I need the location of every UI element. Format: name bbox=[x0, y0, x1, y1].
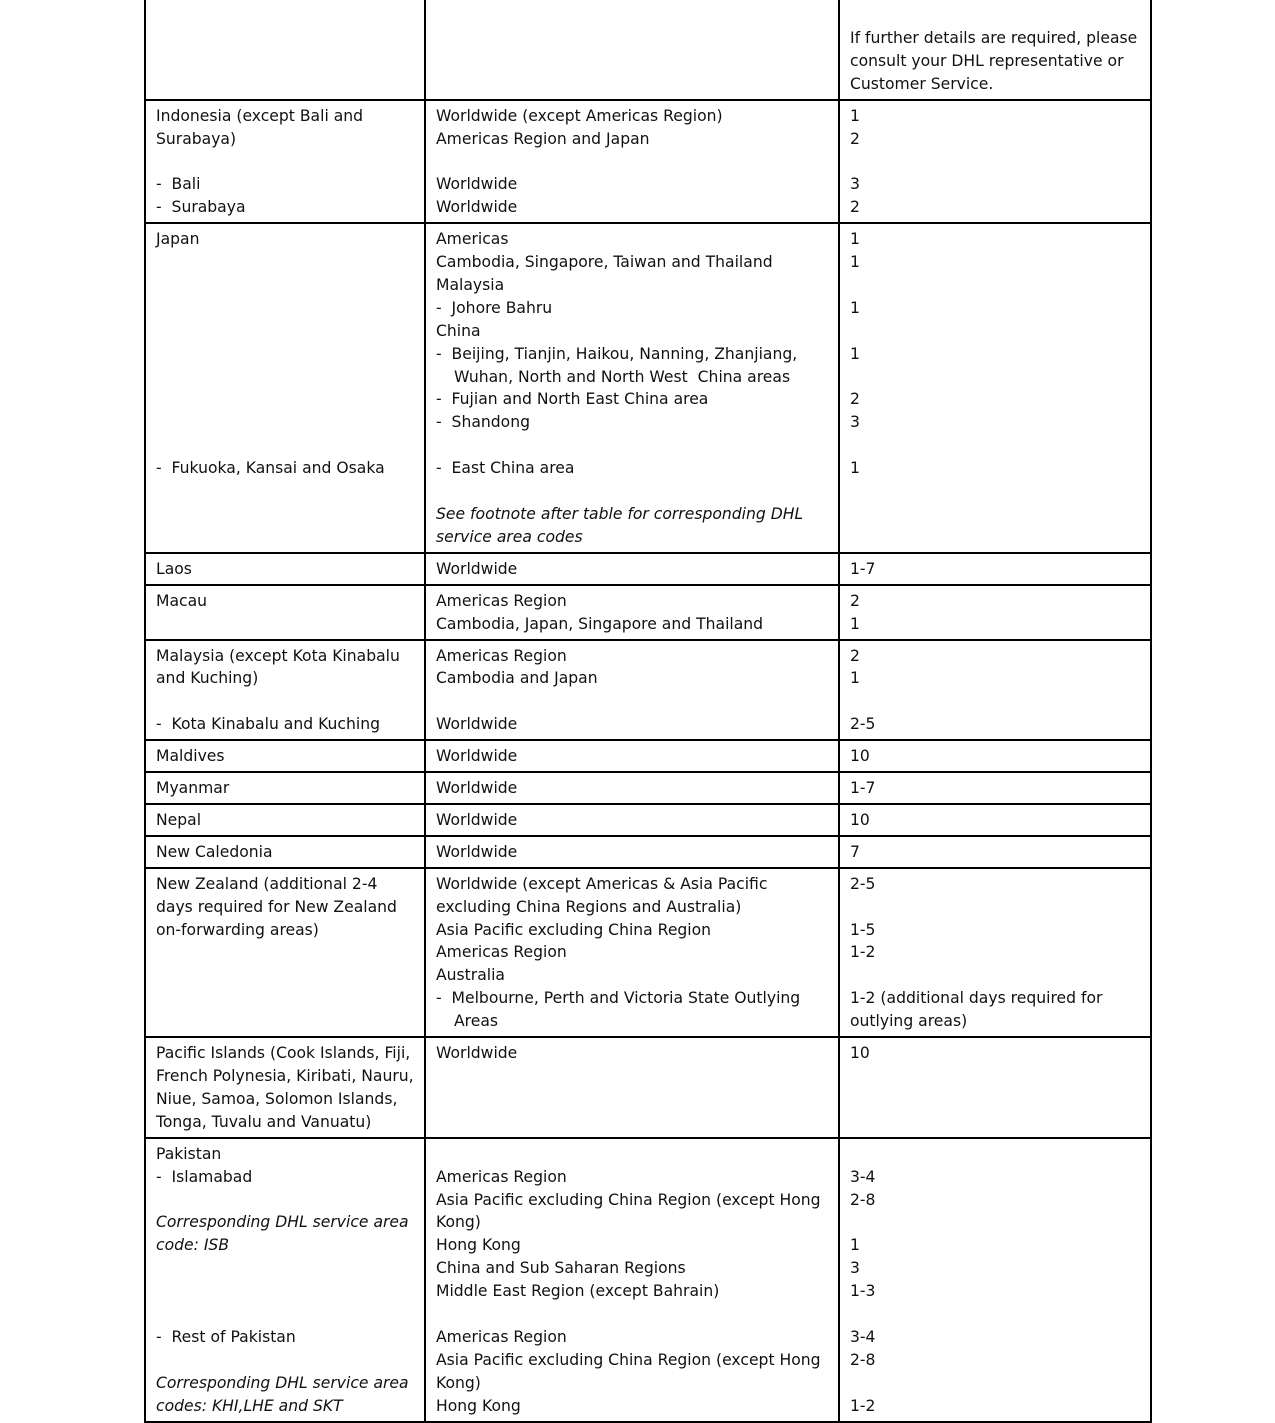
destination-cell bbox=[425, 585, 839, 640]
table-row bbox=[145, 1138, 1151, 1422]
cell-line: Cambodia, Japan, Singapore and Thailand bbox=[436, 614, 764, 633]
cell-line: - Fujian and North East China area bbox=[436, 390, 709, 409]
origin-cell bbox=[145, 0, 425, 100]
destination-cell bbox=[425, 740, 839, 772]
table-row bbox=[145, 223, 1151, 553]
cell-line: China bbox=[436, 321, 481, 340]
transit-days-cell bbox=[839, 804, 1151, 836]
destination-cell bbox=[425, 0, 839, 100]
cell-line: Americas Region bbox=[436, 591, 567, 610]
cell-line: Worldwide (except Americas Region) bbox=[436, 106, 723, 125]
cell-line bbox=[850, 366, 1140, 389]
cell-line: Worldwide bbox=[436, 715, 518, 734]
cell-line: Malaysia bbox=[436, 275, 505, 294]
cell-line bbox=[436, 150, 828, 173]
cell-line bbox=[850, 896, 1140, 919]
cell-line: Macau bbox=[156, 591, 208, 610]
cell-line: Cambodia and Japan bbox=[436, 669, 598, 688]
table-row bbox=[145, 585, 1151, 640]
table-row bbox=[145, 0, 1151, 100]
cell-line: If further details are required, please bbox=[850, 28, 1138, 47]
cell-line: on-forwarding areas) bbox=[156, 920, 319, 939]
cell-line: 3-4 bbox=[850, 1327, 876, 1346]
origin-cell bbox=[145, 772, 425, 804]
origin-cell bbox=[145, 1138, 425, 1422]
destination-cell bbox=[425, 804, 839, 836]
cell-line: Malaysia (except Kota Kinabalu bbox=[156, 646, 400, 665]
cell-line: Pacific Islands (Cook Islands, Fiji, bbox=[156, 1044, 411, 1063]
cell-line: 2 bbox=[850, 591, 860, 610]
cell-line: 10 bbox=[850, 810, 870, 829]
cell-line: 2 bbox=[850, 198, 860, 217]
cell-line: Middle East Region (except Bahrain) bbox=[436, 1282, 720, 1301]
cell-line: Customer Service. bbox=[850, 74, 994, 93]
cell-line bbox=[850, 1211, 1140, 1234]
transit-days-cell bbox=[839, 836, 1151, 868]
cell-line bbox=[156, 411, 414, 434]
cell-line: Surabaya) bbox=[156, 129, 237, 148]
cell-line: 1 bbox=[850, 106, 860, 125]
cell-line: 1-5 bbox=[850, 920, 876, 939]
cell-line: 2-5 bbox=[850, 715, 876, 734]
cell-line: Indonesia (except Bali and bbox=[156, 106, 364, 125]
cell-line bbox=[850, 434, 1140, 457]
cell-line bbox=[156, 365, 414, 388]
cell-line bbox=[850, 150, 1140, 173]
cell-line: Worldwide bbox=[436, 198, 518, 217]
transit-days-cell bbox=[839, 100, 1151, 224]
destination-cell bbox=[425, 640, 839, 741]
cell-line: days required for New Zealand bbox=[156, 897, 397, 916]
cell-line: Cambodia, Singapore, Taiwan and Thailand bbox=[436, 253, 773, 272]
cell-line bbox=[156, 251, 414, 274]
cell-line: 10 bbox=[850, 747, 870, 766]
origin-cell bbox=[145, 553, 425, 585]
cell-line: 1-3 bbox=[850, 1282, 876, 1301]
cell-line bbox=[156, 1189, 414, 1212]
cell-line: See footnote after table for corresponding DHL service area codes bbox=[436, 504, 809, 546]
cell-line bbox=[156, 690, 414, 713]
transit-days-cell bbox=[839, 640, 1151, 741]
cell-line: - Bali bbox=[156, 175, 201, 194]
cell-line: New Caledonia bbox=[156, 842, 273, 861]
origin-cell bbox=[145, 804, 425, 836]
origin-cell bbox=[145, 640, 425, 741]
cell-line: Americas Region bbox=[436, 1167, 567, 1186]
cell-line: Tonga, Tuvalu and Vanuatu) bbox=[156, 1112, 372, 1131]
cell-line bbox=[436, 1303, 828, 1326]
cell-line bbox=[850, 4, 1140, 27]
cell-line: 10 bbox=[850, 1044, 870, 1063]
origin-cell bbox=[145, 100, 425, 224]
cell-line bbox=[156, 274, 414, 297]
cell-line: Worldwide bbox=[436, 747, 518, 766]
cell-line: Americas Region bbox=[436, 1327, 567, 1346]
cell-line: China and Sub Saharan Regions bbox=[436, 1259, 686, 1278]
cell-line: 1 bbox=[850, 253, 860, 272]
transit-days-cell bbox=[839, 1037, 1151, 1138]
cell-line: Worldwide bbox=[436, 842, 518, 861]
cell-line: 2-8 bbox=[850, 1190, 876, 1209]
cell-line bbox=[156, 297, 414, 320]
origin-cell bbox=[145, 223, 425, 553]
cell-line: Worldwide bbox=[436, 175, 518, 194]
cell-line: Hong Kong bbox=[436, 1396, 521, 1415]
cell-line: 1 bbox=[850, 669, 860, 688]
cell-line: Niue, Samoa, Solomon Islands, bbox=[156, 1089, 398, 1108]
cell-line: 3 bbox=[850, 175, 860, 194]
transit-days-cell bbox=[839, 868, 1151, 1037]
cell-line: and Kuching) bbox=[156, 669, 259, 688]
cell-line: 1-7 bbox=[850, 559, 876, 578]
cell-line: - Fukuoka, Kansai and Osaka bbox=[156, 459, 385, 478]
cell-line bbox=[850, 1143, 1140, 1166]
table-row bbox=[145, 553, 1151, 585]
cell-line: 7 bbox=[850, 842, 860, 861]
cell-line bbox=[156, 1349, 414, 1372]
cell-line: 1 bbox=[850, 459, 860, 478]
cell-line: Australia bbox=[436, 966, 505, 985]
cell-line bbox=[850, 1303, 1140, 1326]
cell-line bbox=[436, 1143, 828, 1166]
cell-line: 1-2 bbox=[850, 943, 876, 962]
cell-line: Worldwide bbox=[436, 1044, 518, 1063]
transit-days-cell bbox=[839, 223, 1151, 553]
cell-line bbox=[850, 320, 1140, 343]
table-row bbox=[145, 836, 1151, 868]
cell-line: Laos bbox=[156, 559, 192, 578]
cell-line: Worldwide bbox=[436, 810, 518, 829]
destination-cell bbox=[425, 223, 839, 553]
cell-line: Nepal bbox=[156, 810, 202, 829]
destination-cell bbox=[425, 1138, 839, 1422]
cell-line: - Kota Kinabalu and Kuching bbox=[156, 715, 380, 734]
cell-line: 1 bbox=[850, 298, 860, 317]
cell-line: 1 bbox=[850, 230, 860, 249]
cell-line: - East China area bbox=[436, 459, 575, 478]
cell-line: Worldwide (except Americas & Asia Pacific excluding China Regions and Australia) bbox=[436, 874, 773, 916]
cell-line: 2 bbox=[850, 129, 860, 148]
cell-line: Worldwide bbox=[436, 559, 518, 578]
cell-line: - Rest of Pakistan bbox=[156, 1327, 296, 1346]
cell-line: 3 bbox=[850, 413, 860, 432]
cell-line: 2-8 bbox=[850, 1350, 876, 1369]
origin-cell bbox=[145, 585, 425, 640]
cell-line: - Shandong bbox=[436, 413, 530, 432]
cell-line: 1 bbox=[850, 614, 860, 633]
cell-line: Asia Pacific excluding China Region (except Hong Kong) bbox=[436, 1190, 826, 1232]
origin-cell bbox=[145, 868, 425, 1037]
destination-cell bbox=[425, 553, 839, 585]
cell-line: Pakistan bbox=[156, 1144, 222, 1163]
cell-line: Americas Region bbox=[436, 646, 567, 665]
cell-line bbox=[436, 434, 828, 457]
cell-line bbox=[436, 480, 828, 503]
destination-cell bbox=[425, 1037, 839, 1138]
cell-line: - Surabaya bbox=[156, 198, 246, 217]
cell-line bbox=[156, 388, 414, 411]
cell-line: Myanmar bbox=[156, 779, 230, 798]
cell-line bbox=[850, 964, 1140, 987]
cell-line: 3 bbox=[850, 1259, 860, 1278]
cell-line: consult your DHL representative or bbox=[850, 51, 1124, 70]
cell-line: 2 bbox=[850, 390, 860, 409]
cell-line bbox=[156, 320, 414, 343]
cell-line: Maldives bbox=[156, 747, 225, 766]
table-row bbox=[145, 740, 1151, 772]
cell-line: 3-4 bbox=[850, 1167, 876, 1186]
table-row bbox=[145, 868, 1151, 1037]
table-row bbox=[145, 1037, 1151, 1138]
cell-line: - Johore Bahru bbox=[436, 298, 553, 317]
origin-cell bbox=[145, 1037, 425, 1138]
cell-line: Japan bbox=[156, 230, 200, 249]
destination-cell bbox=[425, 836, 839, 868]
cell-line bbox=[850, 1372, 1140, 1395]
cell-line: - Melbourne, Perth and Victoria State Outlying Areas bbox=[436, 989, 806, 1031]
cell-line: 1-2 (additional days required for outlying areas) bbox=[850, 989, 1108, 1031]
cell-line: Corresponding DHL service area bbox=[156, 1373, 409, 1392]
cell-line: Corresponding DHL service area bbox=[156, 1213, 409, 1232]
cell-line bbox=[156, 1303, 414, 1326]
cell-line: 1 bbox=[850, 1236, 860, 1255]
cell-line: Worldwide bbox=[436, 779, 518, 798]
cell-line bbox=[156, 1280, 414, 1303]
cell-line: 2 bbox=[850, 646, 860, 665]
cell-line: - Islamabad bbox=[156, 1167, 253, 1186]
destination-cell bbox=[425, 100, 839, 224]
cell-line bbox=[850, 274, 1140, 297]
transit-days-cell bbox=[839, 740, 1151, 772]
origin-cell bbox=[145, 740, 425, 772]
cell-line bbox=[156, 150, 414, 173]
cell-line: 2-5 bbox=[850, 874, 876, 893]
transit-days-cell bbox=[839, 585, 1151, 640]
cell-line: Asia Pacific excluding China Region bbox=[436, 920, 712, 939]
table-row bbox=[145, 100, 1151, 224]
destination-cell bbox=[425, 868, 839, 1037]
cell-line: Americas bbox=[436, 230, 509, 249]
transit-days-cell bbox=[839, 553, 1151, 585]
transit-days-cell bbox=[839, 1138, 1151, 1422]
cell-line bbox=[436, 690, 828, 713]
table-row bbox=[145, 640, 1151, 741]
cell-line bbox=[156, 1257, 414, 1280]
table-body bbox=[145, 0, 1151, 1422]
cell-line: 1-2 bbox=[850, 1396, 876, 1415]
cell-line bbox=[156, 434, 414, 457]
cell-line bbox=[850, 690, 1140, 713]
cell-line: Americas Region and Japan bbox=[436, 129, 650, 148]
cell-line: code: ISB bbox=[156, 1236, 230, 1255]
cell-line: French Polynesia, Kiribati, Nauru, bbox=[156, 1066, 414, 1085]
transit-days-cell bbox=[839, 772, 1151, 804]
table-row bbox=[145, 804, 1151, 836]
table-row bbox=[145, 772, 1151, 804]
cell-line: 1-7 bbox=[850, 779, 876, 798]
cell-line: New Zealand (additional 2-4 bbox=[156, 874, 378, 893]
transit-time-table bbox=[144, 0, 1152, 1423]
cell-line: Hong Kong bbox=[436, 1236, 521, 1255]
cell-line: Asia Pacific excluding China Region (except Hong Kong) bbox=[436, 1350, 826, 1392]
destination-cell bbox=[425, 772, 839, 804]
cell-line bbox=[156, 343, 414, 366]
cell-line: codes: KHI,LHE and SKT bbox=[156, 1396, 343, 1415]
cell-line: - Beijing, Tianjin, Haikou, Nanning, Zhanjiang, Wuhan, North and North West China areas bbox=[436, 344, 803, 386]
cell-line: Americas Region bbox=[436, 943, 567, 962]
transit-days-cell bbox=[839, 0, 1151, 100]
origin-cell bbox=[145, 836, 425, 868]
cell-line: 1 bbox=[850, 344, 860, 363]
